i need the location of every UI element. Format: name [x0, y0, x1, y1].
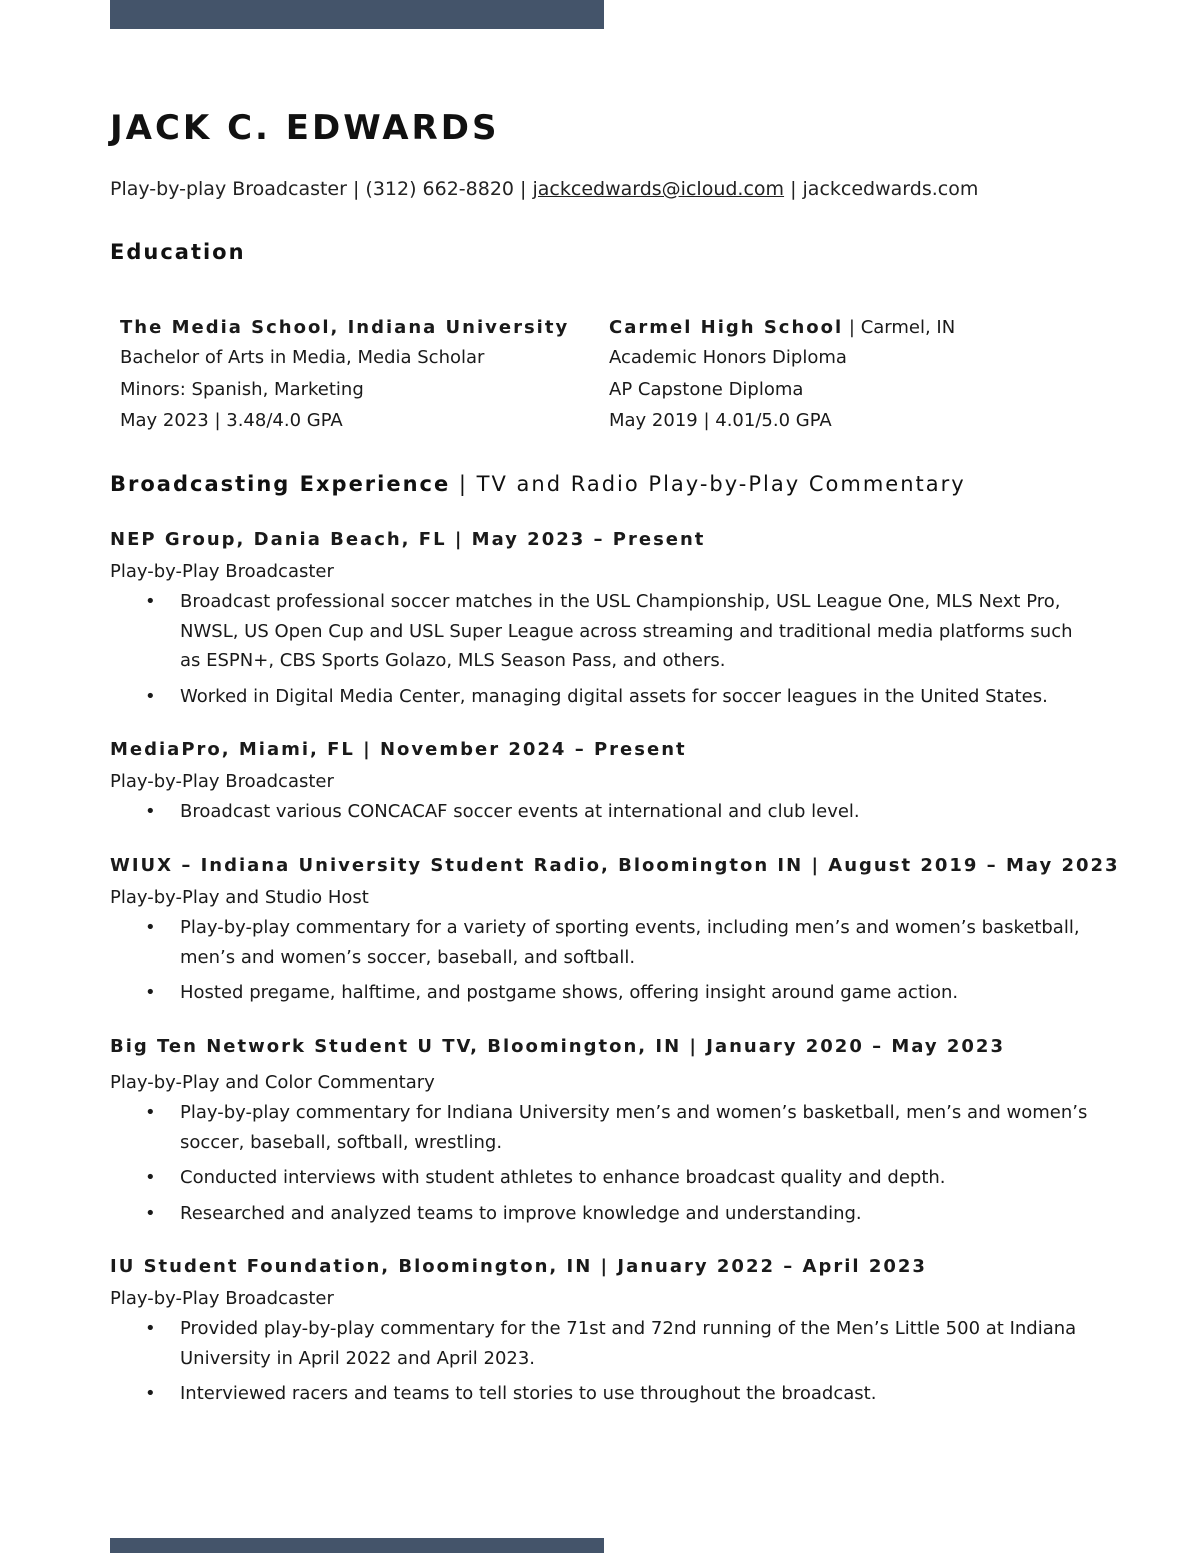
- list-item: • Provided play-by-play commentary for the 71st and 72nd running of the Men’s Little 500 at Indiana University in April 2022 and April 2023.: [110, 1314, 1090, 1373]
- school-name: Carmel High School | Carmel, IN: [609, 317, 956, 338]
- list-item: • Broadcast professional soccer matches in the USL Championship, USL League One, MLS Next Pro, NWSL, US Open Cup and USL Super League across streaming and traditional media platforms such as ESPN+, CBS Sports Golazo, MLS Season Pass, and others.: [110, 587, 1090, 676]
- job-heading: WIUX – Indiana University Student Radio, Bloomington IN | August 2019 – May 2023: [110, 855, 1120, 876]
- contact-line: [110, 178, 978, 200]
- job-bullets: [110, 913, 1090, 1008]
- job-entry: [110, 737, 1090, 833]
- list-item: • Broadcast various CONCACAF soccer events at international and club level.: [110, 797, 1090, 827]
- job-bullets: [110, 1314, 1090, 1409]
- job-bullets: [110, 587, 1090, 711]
- job-role: Play-by-Play Broadcaster: [110, 1288, 334, 1309]
- job-heading: NEP Group, Dania Beach, FL | May 2023 – Present: [110, 529, 706, 550]
- education-college: [120, 314, 569, 437]
- experience-heading: Broadcasting Experience | TV and Radio Play-by-Play Commentary: [110, 472, 966, 496]
- bullet-icon: •: [145, 917, 156, 938]
- job-role: Play-by-Play and Studio Host: [110, 887, 369, 908]
- list-item: • Interviewed racers and teams to tell stories to use throughout the broadcast.: [110, 1379, 1090, 1409]
- bullet-icon: •: [145, 685, 156, 707]
- bullet-icon: •: [145, 591, 156, 612]
- contact-suffix: | jackcedwards.com: [784, 178, 979, 200]
- job-role: Play-by-Play Broadcaster: [110, 561, 334, 582]
- resume-name: JACK C. EDWARDS: [110, 108, 500, 148]
- bullet-icon: •: [145, 1383, 156, 1404]
- bullet-icon: •: [145, 982, 156, 1003]
- diploma-line: Academic Honors Diploma: [609, 347, 847, 368]
- job-role: Play-by-Play Broadcaster: [110, 771, 334, 792]
- list-item: • Researched and analyzed teams to improve knowledge and understanding.: [110, 1199, 1090, 1229]
- job-entry: [110, 1254, 1090, 1415]
- job-entry: [110, 527, 1090, 717]
- school-name: The Media School, Indiana University: [120, 317, 570, 338]
- job-heading: Big Ten Network Student U TV, Bloomington, IN | January 2020 – May 2023: [110, 1036, 1005, 1057]
- job-bullets: [110, 797, 1090, 827]
- bullet-icon: •: [145, 1102, 156, 1123]
- bullet-icon: •: [145, 801, 156, 822]
- bullet-icon: •: [145, 1318, 156, 1339]
- education-heading: Education: [110, 240, 246, 264]
- degree-line: Bachelor of Arts in Media, Media Scholar: [120, 347, 485, 368]
- education-high-school: [609, 314, 955, 437]
- job-entry: [110, 1034, 1090, 1234]
- contact-prefix: Play-by-play Broadcaster | (312) 662-8820 |: [110, 178, 533, 200]
- bullet-icon: •: [145, 1167, 156, 1188]
- job-entry: [110, 853, 1120, 1014]
- job-heading: IU Student Foundation, Bloomington, IN | January 2022 – April 2023: [110, 1256, 927, 1277]
- top-accent-bar: [110, 0, 604, 29]
- diploma-line: AP Capstone Diploma: [609, 378, 804, 400]
- bottom-accent-bar: [110, 1538, 604, 1553]
- job-heading: MediaPro, Miami, FL | November 2024 – Present: [110, 739, 687, 760]
- list-item: • Play-by-play commentary for Indiana University men’s and women’s basketball, men’s and women’s soccer, baseball, softball, wrestling.: [110, 1098, 1090, 1157]
- minors-line: Minors: Spanish, Marketing: [120, 378, 364, 400]
- email-link[interactable]: jackcedwards@icloud.com: [532, 178, 785, 200]
- list-item: • Worked in Digital Media Center, managing digital assets for soccer leagues in the United States.: [110, 682, 1090, 712]
- gpa-line: May 2019 | 4.01/5.0 GPA: [609, 410, 832, 431]
- job-role: Play-by-Play and Color Commentary: [110, 1072, 435, 1093]
- gpa-line: May 2023 | 3.48/4.0 GPA: [120, 410, 343, 431]
- bullet-icon: •: [145, 1202, 156, 1224]
- list-item: • Conducted interviews with student athletes to enhance broadcast quality and depth.: [110, 1163, 1090, 1193]
- experience-subheading: | TV and Radio Play-by-Play Commentary: [450, 472, 966, 496]
- job-bullets: [110, 1098, 1090, 1228]
- list-item: • Hosted pregame, halftime, and postgame shows, offering insight around game action.: [110, 978, 1090, 1008]
- list-item: • Play-by-play commentary for a variety of sporting events, including men’s and women’s basketball, men’s and women’s soccer, baseball, and softball.: [110, 913, 1090, 972]
